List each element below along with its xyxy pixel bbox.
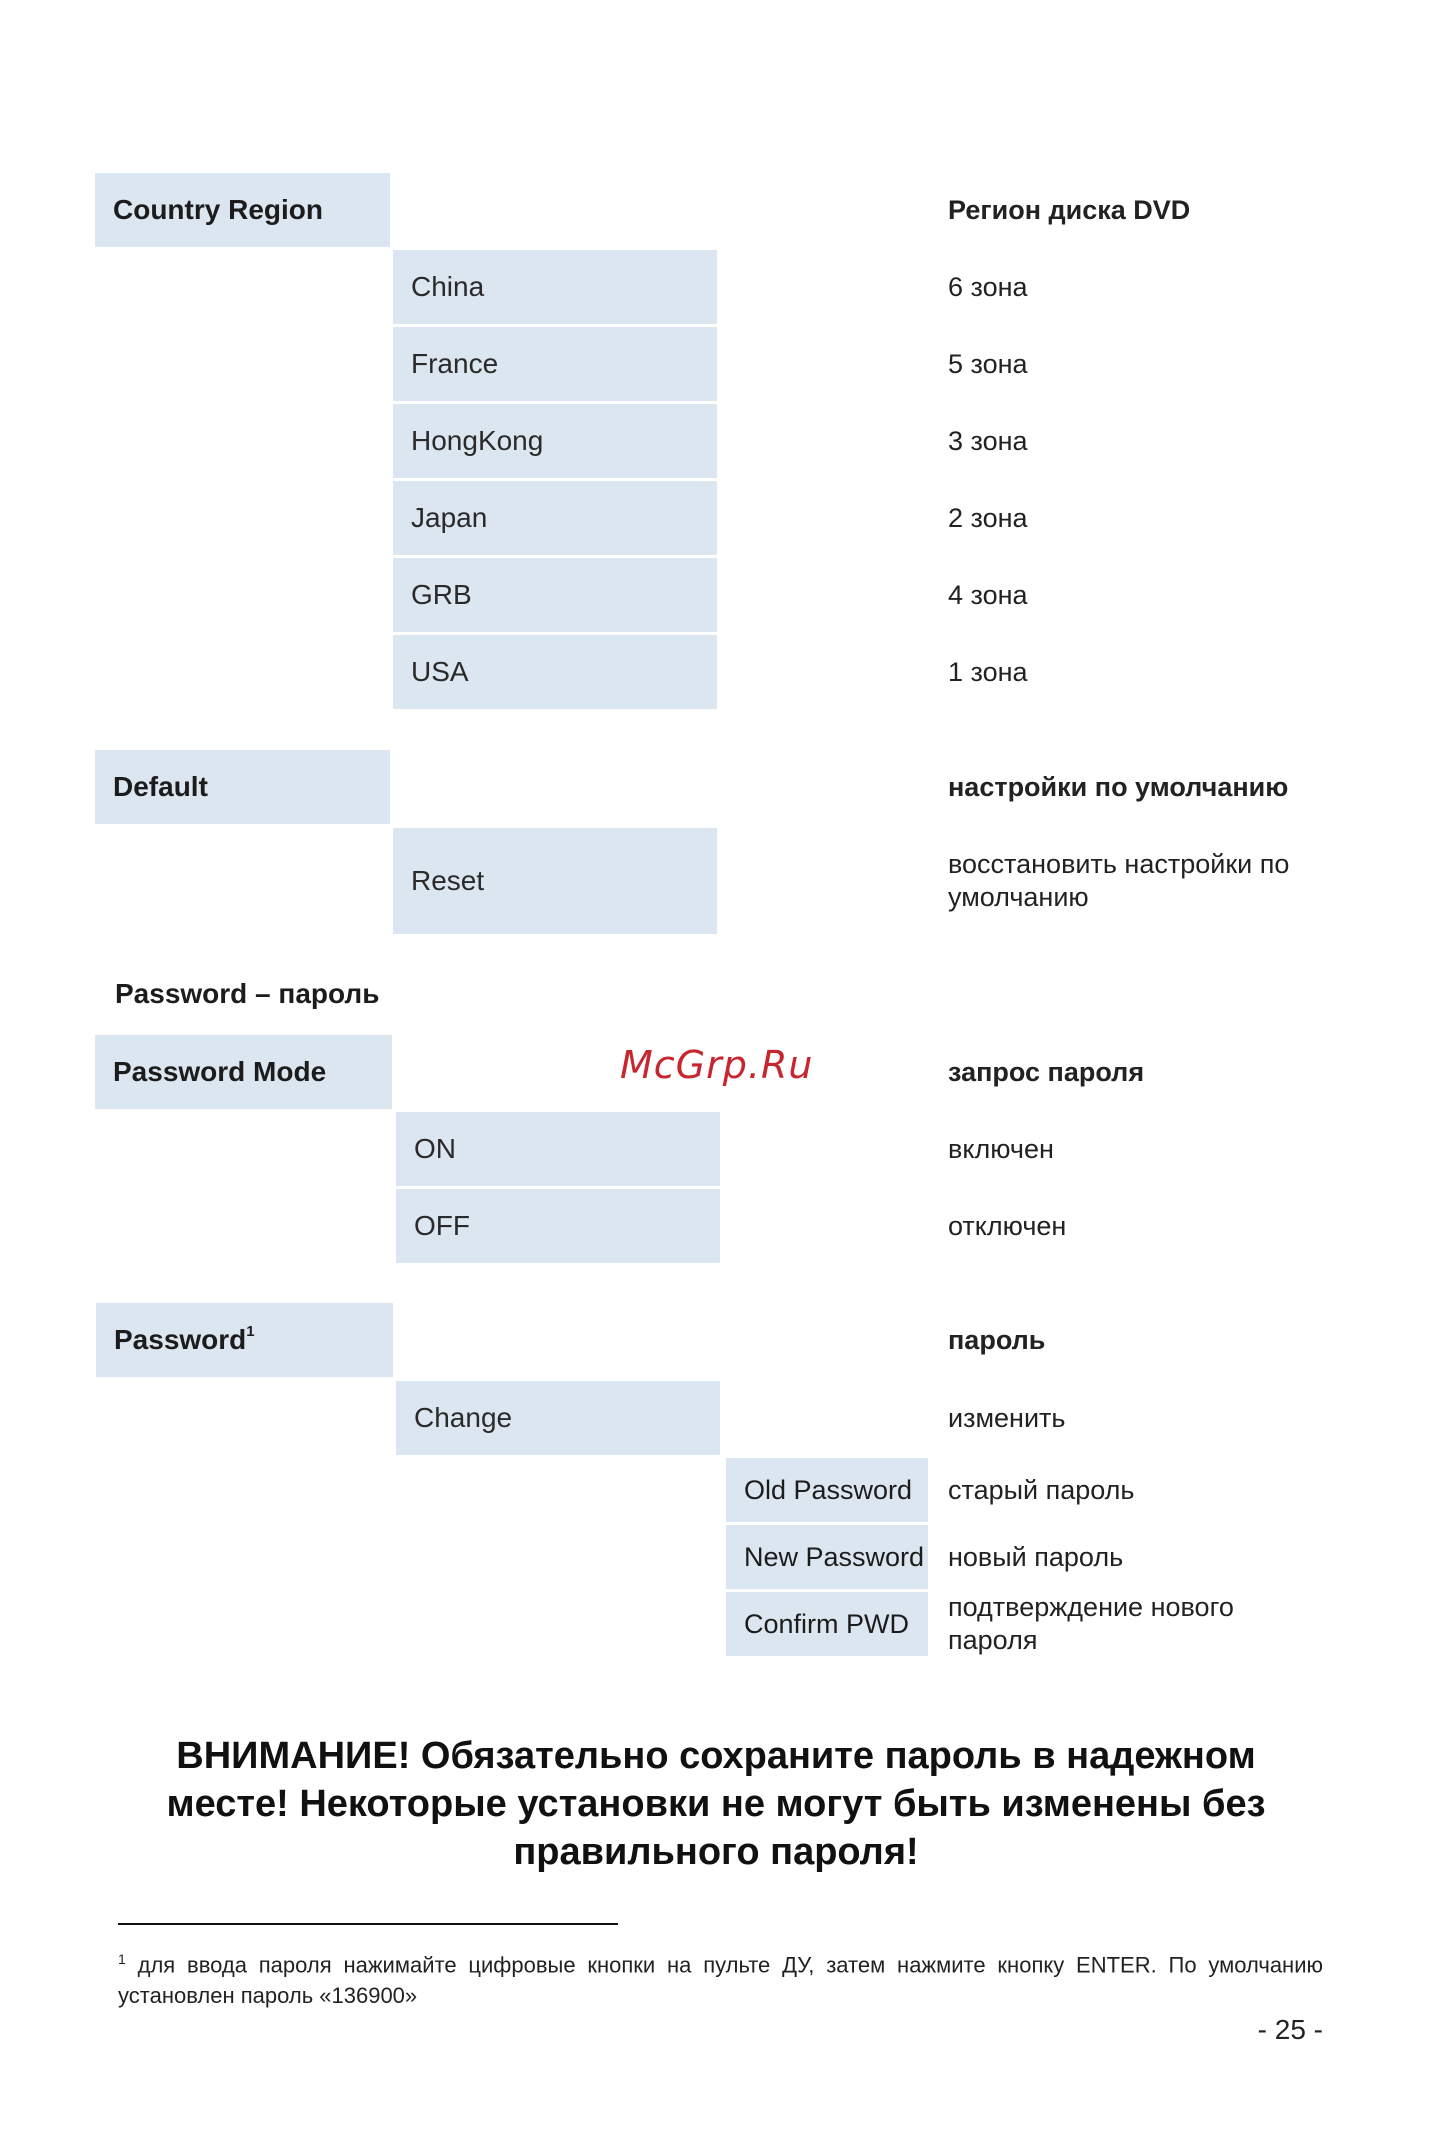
option-on-desc: включен [948, 1133, 1054, 1164]
page-number: - 25 - [1257, 2014, 1323, 2045]
option-hongkong-desc: 3 зона [948, 425, 1028, 456]
option-reset-desc: восстановить настройки по умолчанию [948, 849, 1290, 912]
option-change: Change [396, 1381, 720, 1455]
option-france: France [393, 327, 717, 401]
sub-option-old-password-desc: старый пароль [948, 1474, 1135, 1505]
sub-option-old-password: Old Password [726, 1458, 928, 1522]
sub-option-confirm-pwd: Confirm PWD [726, 1592, 928, 1656]
watermark-logo: McGrp.Ru [620, 1043, 814, 1087]
option-hongkong: HongKong [393, 404, 717, 478]
option-off-desc: отключен [948, 1210, 1067, 1241]
password-description: пароль [948, 1324, 1046, 1355]
option-japan: Japan [393, 481, 717, 555]
country-region-description: Регион диска DVD [948, 194, 1191, 225]
sub-option-confirm-pwd-desc: подтверждение нового пароля [948, 1592, 1234, 1655]
option-france-desc: 5 зона [948, 348, 1028, 379]
footnote [118, 1944, 1323, 2014]
default-description: настройки по умолчанию [948, 771, 1289, 802]
footnote-mark: 1 [118, 1951, 126, 1967]
footnote-text: для ввода пароля нажимайте цифровые кнопки на пульте ДУ, затем нажмите кнопку ENTER. По умолчанию установлен пароль «136900» [118, 1952, 1323, 2009]
option-grb: GRB [393, 558, 717, 632]
option-reset: Reset [393, 828, 717, 934]
option-change-desc: изменить [948, 1402, 1066, 1433]
country-region-header: Country Region [95, 173, 390, 247]
option-grb-desc: 4 зона [948, 579, 1028, 610]
option-on: ON [396, 1112, 720, 1186]
warning-text: ВНИМАНИЕ! Обязательно сохраните пароль в надежном месте! Некоторые установки не могут быть изменены без правильного пароля! [166, 1735, 1266, 1873]
option-china-desc: 6 зона [948, 271, 1028, 302]
sub-option-new-password: New Password [726, 1525, 928, 1589]
default-header: Default [95, 750, 390, 824]
option-usa: USA [393, 635, 717, 709]
password-header-label: Password [114, 1324, 247, 1355]
option-off: OFF [396, 1189, 720, 1263]
password-mode-description: запрос пароля [948, 1056, 1145, 1087]
footnote-divider [118, 1923, 618, 1925]
password-section-title: Password – пароль [115, 978, 380, 1009]
sub-option-new-password-desc: новый пароль [948, 1541, 1124, 1572]
option-japan-desc: 2 зона [948, 502, 1028, 533]
option-usa-desc: 1 зона [948, 656, 1028, 687]
password-header [96, 1303, 393, 1377]
option-china: China [393, 250, 717, 324]
password-footnote-mark: 1 [246, 1323, 255, 1340]
password-mode-header: Password Mode [95, 1035, 392, 1109]
